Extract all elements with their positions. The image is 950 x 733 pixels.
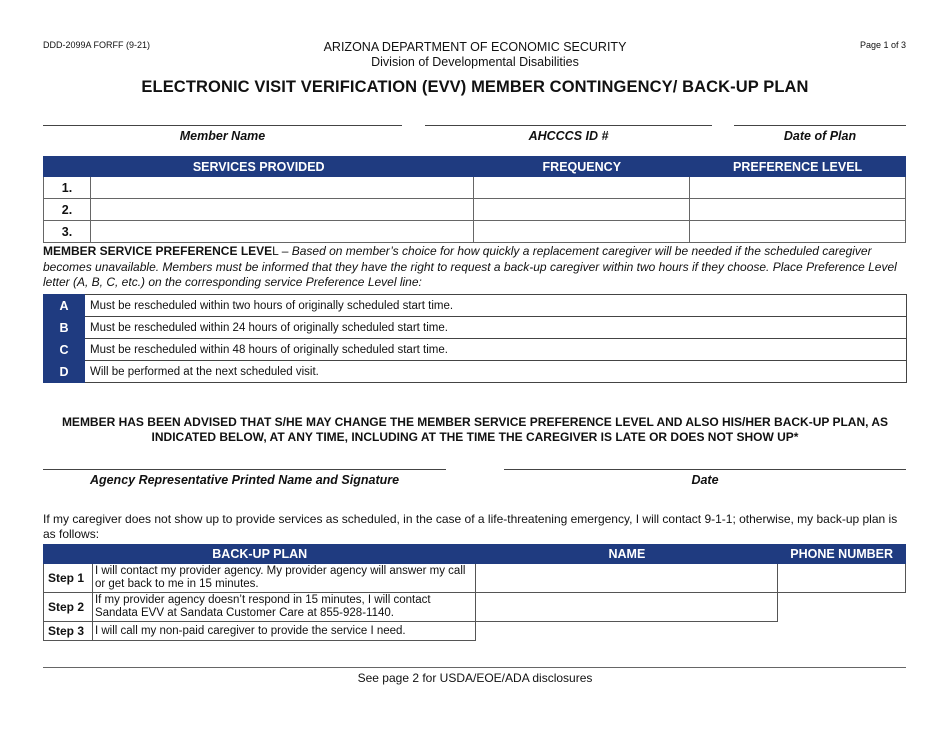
- level-text: Must be rescheduled within 48 hours of originally scheduled start time.: [85, 339, 907, 361]
- table-row: [44, 295, 907, 317]
- preference-cell[interactable]: [690, 199, 906, 221]
- name-cell[interactable]: [476, 593, 778, 622]
- frequency-cell[interactable]: [474, 177, 690, 199]
- service-cell[interactable]: [90, 199, 473, 221]
- level-text: Will be performed at the next scheduled visit.: [85, 361, 907, 383]
- signature-date-label: Date: [691, 473, 719, 487]
- preference-heading-tail: L –: [272, 244, 292, 258]
- ahcccs-id-label: AHCCCS ID #: [528, 129, 609, 143]
- date-of-plan-line[interactable]: [734, 125, 906, 126]
- empty-cell: [476, 622, 778, 641]
- table-row: [44, 593, 906, 622]
- table-row: [44, 199, 906, 221]
- form-title: ELECTRONIC VISIT VERIFICATION (EVV) MEMBER CONTINGENCY/ BACK-UP PLAN: [141, 78, 809, 96]
- backup-header-row: [44, 545, 906, 564]
- date-of-plan-label: Date of Plan: [783, 129, 857, 143]
- phone-cell[interactable]: [778, 564, 906, 593]
- preference-cell[interactable]: [690, 221, 906, 243]
- table-row: [44, 317, 907, 339]
- table-row: [44, 622, 906, 641]
- name-cell[interactable]: [476, 564, 778, 593]
- step-label: Step 2: [44, 593, 93, 622]
- signature-label: Agency Representative Printed Name and Signature: [89, 473, 400, 487]
- frequency-cell[interactable]: [474, 221, 690, 243]
- services-table: [43, 156, 906, 243]
- member-name-label: Member Name: [179, 129, 266, 143]
- agency-heading: [0, 40, 950, 70]
- service-cell[interactable]: [90, 177, 473, 199]
- level-letter: A: [44, 295, 85, 317]
- services-header-row: [44, 157, 906, 177]
- row-number: 2.: [44, 199, 91, 221]
- table-row: [44, 564, 906, 593]
- frequency-header: FREQUENCY: [474, 157, 690, 177]
- signature-date-line[interactable]: [504, 469, 906, 470]
- services-provided-header: SERVICES PROVIDED: [44, 157, 474, 177]
- step-text: If my provider agency doesn’t respond in 15 minutes, I will contact Sandata EVV at Sandata Customer Care at 855-928-1140.: [92, 593, 476, 622]
- preference-cell[interactable]: [690, 177, 906, 199]
- preference-heading: MEMBER SERVICE PREFERENCE LEVE: [43, 244, 273, 258]
- signature-line[interactable]: [43, 469, 446, 470]
- name-header: NAME: [476, 545, 778, 564]
- phone-number-header: PHONE NUMBER: [778, 545, 906, 564]
- division-name: Division of Developmental Disabilities: [371, 55, 579, 69]
- level-letter: D: [44, 361, 85, 383]
- step-label: Step 3: [44, 622, 93, 641]
- table-row: [44, 221, 906, 243]
- form-number: DDD-2099A FORFF (9-21): [43, 40, 151, 50]
- table-row: [44, 361, 907, 383]
- advisory-notice: MEMBER HAS BEEN ADVISED THAT S/HE MAY CHANGE THE MEMBER SERVICE PREFERENCE LEVEL AND ALSO HIS/HER BACK-UP PLAN, AS INDICATED BELOW, AT ANY TIME, INCLUDING AT THE TIME THE CAREGIVER IS LATE OR DOES NOT SHOW UP*: [61, 415, 889, 444]
- level-letter: C: [44, 339, 85, 361]
- footer-divider: [43, 667, 906, 668]
- row-number: 3.: [44, 221, 91, 243]
- preference-explanation: Based on member’s choice for how quickly a replacement caregiver will be needed if the scheduled caregiver becomes unavailable. Members must be informed that they have the right to request a back-up caregiver within two hours if they choose. Place Preference Level letter (A, B, C, etc.) on the corresponding service Preference Level line:: [43, 244, 897, 289]
- step-text: I will contact my provider agency. My provider agency will answer my call or get back to me in 15 minutes.: [92, 564, 476, 593]
- step-label: Step 1: [44, 564, 93, 593]
- level-text: Must be rescheduled within 24 hours of originally scheduled start time.: [85, 317, 907, 339]
- preference-levels-table: [43, 294, 907, 383]
- frequency-cell[interactable]: [474, 199, 690, 221]
- empty-cell: [778, 622, 906, 641]
- page-number: Page 1 of 3: [859, 40, 906, 50]
- service-cell[interactable]: [90, 221, 473, 243]
- backup-plan-header: BACK-UP PLAN: [44, 545, 476, 564]
- member-name-line[interactable]: [43, 125, 402, 126]
- row-number: 1.: [44, 177, 91, 199]
- backup-plan-table: [43, 544, 906, 641]
- empty-cell: [778, 593, 906, 622]
- agency-name: ARIZONA DEPARTMENT OF ECONOMIC SECURITY: [323, 40, 627, 54]
- table-row: [44, 177, 906, 199]
- footer-note: See page 2 for USDA/EOE/ADA disclosures: [357, 671, 593, 685]
- level-letter: B: [44, 317, 85, 339]
- table-row: [44, 339, 907, 361]
- ahcccs-id-line[interactable]: [425, 125, 712, 126]
- emergency-contact-text: If my caregiver does not show up to provide services as scheduled, in the case of a life-threatening emergency, I will contact 9-1-1; otherwise, my back-up plan is as follows:: [43, 512, 898, 541]
- preference-level-header: PREFERENCE LEVEL: [690, 157, 906, 177]
- step-text: I will call my non-paid caregiver to provide the service I need.: [92, 622, 476, 641]
- level-text: Must be rescheduled within two hours of originally scheduled start time.: [85, 295, 907, 317]
- preference-description: [43, 244, 907, 291]
